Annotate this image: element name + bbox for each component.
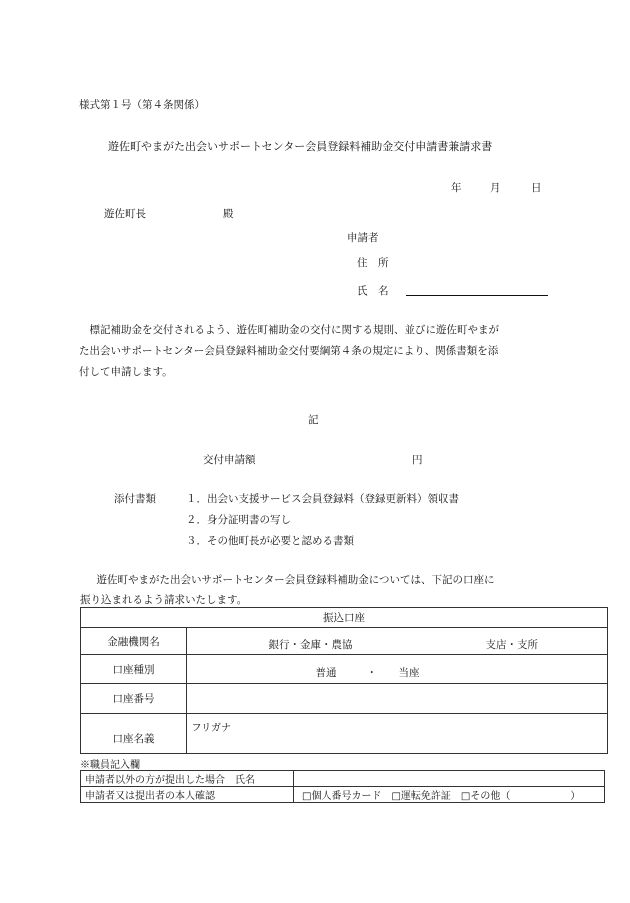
- ki-heading: 記: [308, 414, 319, 426]
- applicant-label: 申請者: [347, 232, 379, 244]
- bank-name-label: 金融機関名: [81, 628, 187, 655]
- bank-types: 銀行・金庫・農協: [268, 638, 353, 651]
- body-line-3: 付して申請します。: [79, 366, 173, 378]
- attachment-item-1: １．出会い支援サービス会員登録料（登録更新料）領収書: [186, 493, 459, 505]
- request-line-2: 振り込まれるよう請求いたします。: [80, 594, 248, 606]
- applicant-name: 氏 名: [357, 285, 389, 297]
- staff-row2-options[interactable]: □個人番号カード □運転免許証 □その他（ ）: [294, 787, 605, 803]
- body-line-2: た出会いサポートセンター会員登録料補助金交付要綱第４条の規定により、関係書類を添: [79, 345, 499, 357]
- staff-row1-label: 申請者以外の方が提出した場合 氏名: [81, 771, 294, 787]
- attachment-item-2: ２．身分証明書の写し: [186, 514, 291, 526]
- addressee-honorific: 殿: [223, 208, 234, 220]
- account-type-cell[interactable]: [187, 655, 608, 684]
- furigana-label: フリガナ: [191, 722, 231, 734]
- applicant-name-underline: [406, 295, 548, 296]
- staff-row2-label: 申請者又は提出者の本人確認: [81, 787, 294, 803]
- account-number-cell[interactable]: [187, 684, 608, 714]
- account-name-cell[interactable]: [187, 714, 608, 754]
- bank-name-cell[interactable]: [187, 628, 608, 655]
- form-title: 遊佐町やまがた出会いサポートセンター会員登録料補助金交付申請書兼請求書: [108, 140, 493, 153]
- form-number: 様式第１号（第４条関係）: [79, 99, 205, 111]
- date-year: 年: [451, 182, 462, 194]
- attachments-label: 添付書類: [114, 493, 156, 505]
- amount-unit: 円: [412, 454, 423, 466]
- staff-heading: ※職員記入欄: [80, 760, 140, 771]
- account-type-separator: ・: [366, 666, 377, 679]
- branch-types: 支店・支所: [485, 638, 538, 651]
- bank-account-table: [80, 607, 608, 754]
- date-month: 月: [490, 182, 501, 194]
- amount-label: 交付申請額: [203, 454, 256, 466]
- account-type-current[interactable]: 当座: [398, 666, 420, 679]
- date-day: 日: [531, 182, 542, 194]
- bank-table-header: 振込口座: [81, 608, 608, 628]
- staff-table: [80, 770, 605, 803]
- applicant-address: 住 所: [357, 257, 389, 269]
- addressee-name: 遊佐町長: [104, 208, 146, 220]
- staff-row1-value[interactable]: [294, 771, 605, 787]
- account-type-ordinary[interactable]: 普通: [315, 666, 337, 679]
- attachment-item-3: ３．その他町長が必要と認める書類: [186, 535, 354, 547]
- account-number-label: 口座番号: [81, 684, 187, 714]
- body-line-1: 標記補助金を交付されるよう、遊佐町補助金の交付に関する規則、並びに遊佐町やまが: [79, 324, 499, 336]
- account-name-label: 口座名義: [81, 714, 187, 754]
- account-type-label: 口座種別: [81, 655, 187, 684]
- request-line-1: 遊佐町やまがた出会いサポートセンター会員登録料補助金については、下記の口座に: [86, 574, 495, 586]
